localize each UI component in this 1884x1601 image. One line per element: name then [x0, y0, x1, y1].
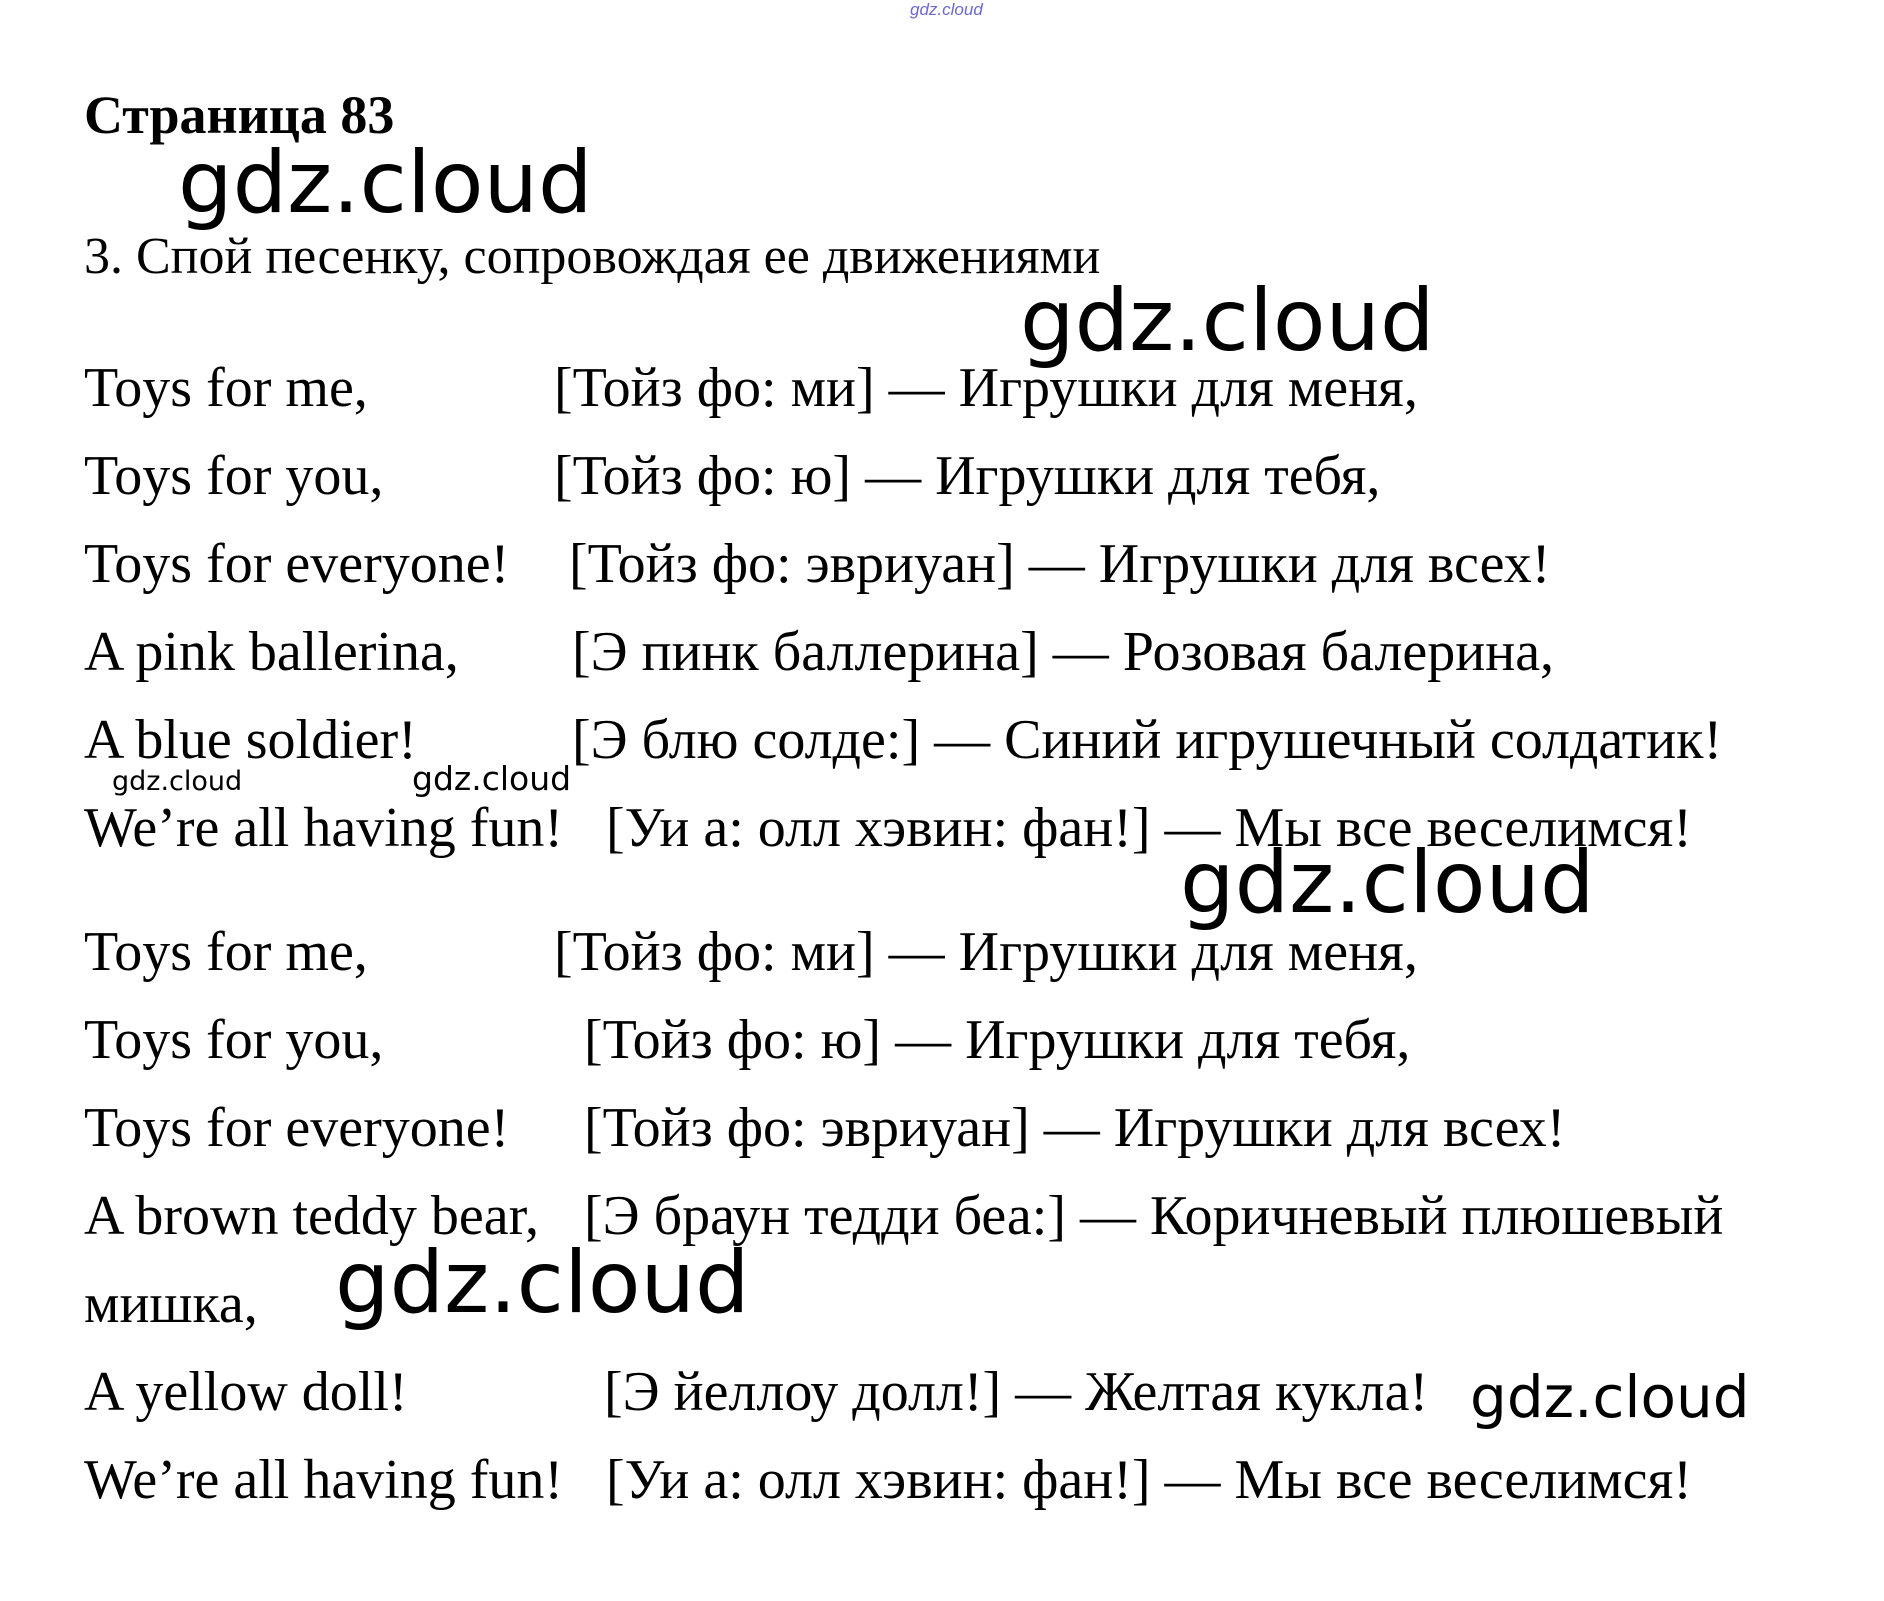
- english-line: A yellow doll!: [84, 1361, 408, 1423]
- english-line: A pink ballerina,: [84, 621, 459, 683]
- transcription-translation: [Э пинк баллерина] — Розовая балерина,: [572, 621, 1555, 683]
- english-line: мишка,: [84, 1273, 258, 1335]
- transcription-translation: [Тойз фо: эвриуан] — Игрушки для всех!: [569, 533, 1551, 595]
- song-line: [84, 1009, 1411, 1071]
- transcription-translation: [Тойз фо: эвриуан] — Игрушки для всех!: [584, 1097, 1566, 1159]
- song-line: [84, 1273, 258, 1335]
- english-line: A brown teddy bear,: [84, 1185, 539, 1247]
- song-line: [84, 921, 1418, 983]
- transcription-translation: [Тойз фо: ю] — Игрушки для тебя,: [554, 445, 1381, 507]
- english-line: A blue soldier!: [84, 709, 417, 771]
- task-title: 3. Спой песенку, сопровождая ее движениями: [84, 228, 1101, 285]
- song-line: [84, 1449, 1692, 1511]
- english-line: Toys for everyone!: [84, 1097, 510, 1159]
- transcription-translation: [Тойз фо: ю] — Игрушки для тебя,: [584, 1009, 1411, 1071]
- english-line: We’re all having fun!: [84, 1449, 564, 1511]
- transcription-translation: [Э браун тедди беа:] — Коричневый плюшевый: [584, 1185, 1724, 1247]
- song-line: [84, 533, 1551, 595]
- watermark: gdz.cloud: [1180, 833, 1595, 933]
- watermark: gdz.cloud: [112, 766, 243, 797]
- transcription-translation: [Уи а: олл хэвин: фан!] — Мы все веселимся!: [606, 1449, 1692, 1511]
- transcription-translation: [Тойз фо: ми] — Игрушки для меня,: [554, 357, 1418, 419]
- transcription-translation: [Э йеллоу долл!] — Желтая кукла!: [604, 1361, 1429, 1423]
- watermark: gdz.cloud: [1020, 271, 1435, 371]
- song-line: [84, 621, 1555, 683]
- watermark: gdz.cloud: [178, 133, 593, 233]
- english-line: Toys for me,: [84, 921, 368, 983]
- song-line: [84, 357, 1418, 419]
- song-line: [84, 797, 1692, 859]
- page-title: Страница 83: [84, 85, 395, 145]
- site-watermark-top: gdz.cloud: [910, 0, 983, 19]
- watermark: gdz.cloud: [1470, 1363, 1750, 1431]
- transcription-translation: [Э блю солде:] — Синий игрушечный солдатик!: [572, 709, 1723, 771]
- english-line: Toys for everyone!: [84, 533, 510, 595]
- song-line: [84, 445, 1381, 507]
- english-line: Toys for you,: [84, 1009, 384, 1071]
- transcription-translation: [Уи а: олл хэвин: фан!] — Мы все веселимся!: [606, 797, 1692, 859]
- song-line: [84, 709, 1723, 771]
- watermark: gdz.cloud: [335, 1233, 750, 1333]
- transcription-translation: [Тойз фо: ми] — Игрушки для меня,: [554, 921, 1418, 983]
- watermark: gdz.cloud: [412, 759, 572, 798]
- english-line: Toys for you,: [84, 445, 384, 507]
- english-line: Toys for me,: [84, 357, 368, 419]
- english-line: We’re all having fun!: [84, 797, 564, 859]
- song-line: [84, 1361, 1429, 1423]
- song-line: [84, 1097, 1566, 1159]
